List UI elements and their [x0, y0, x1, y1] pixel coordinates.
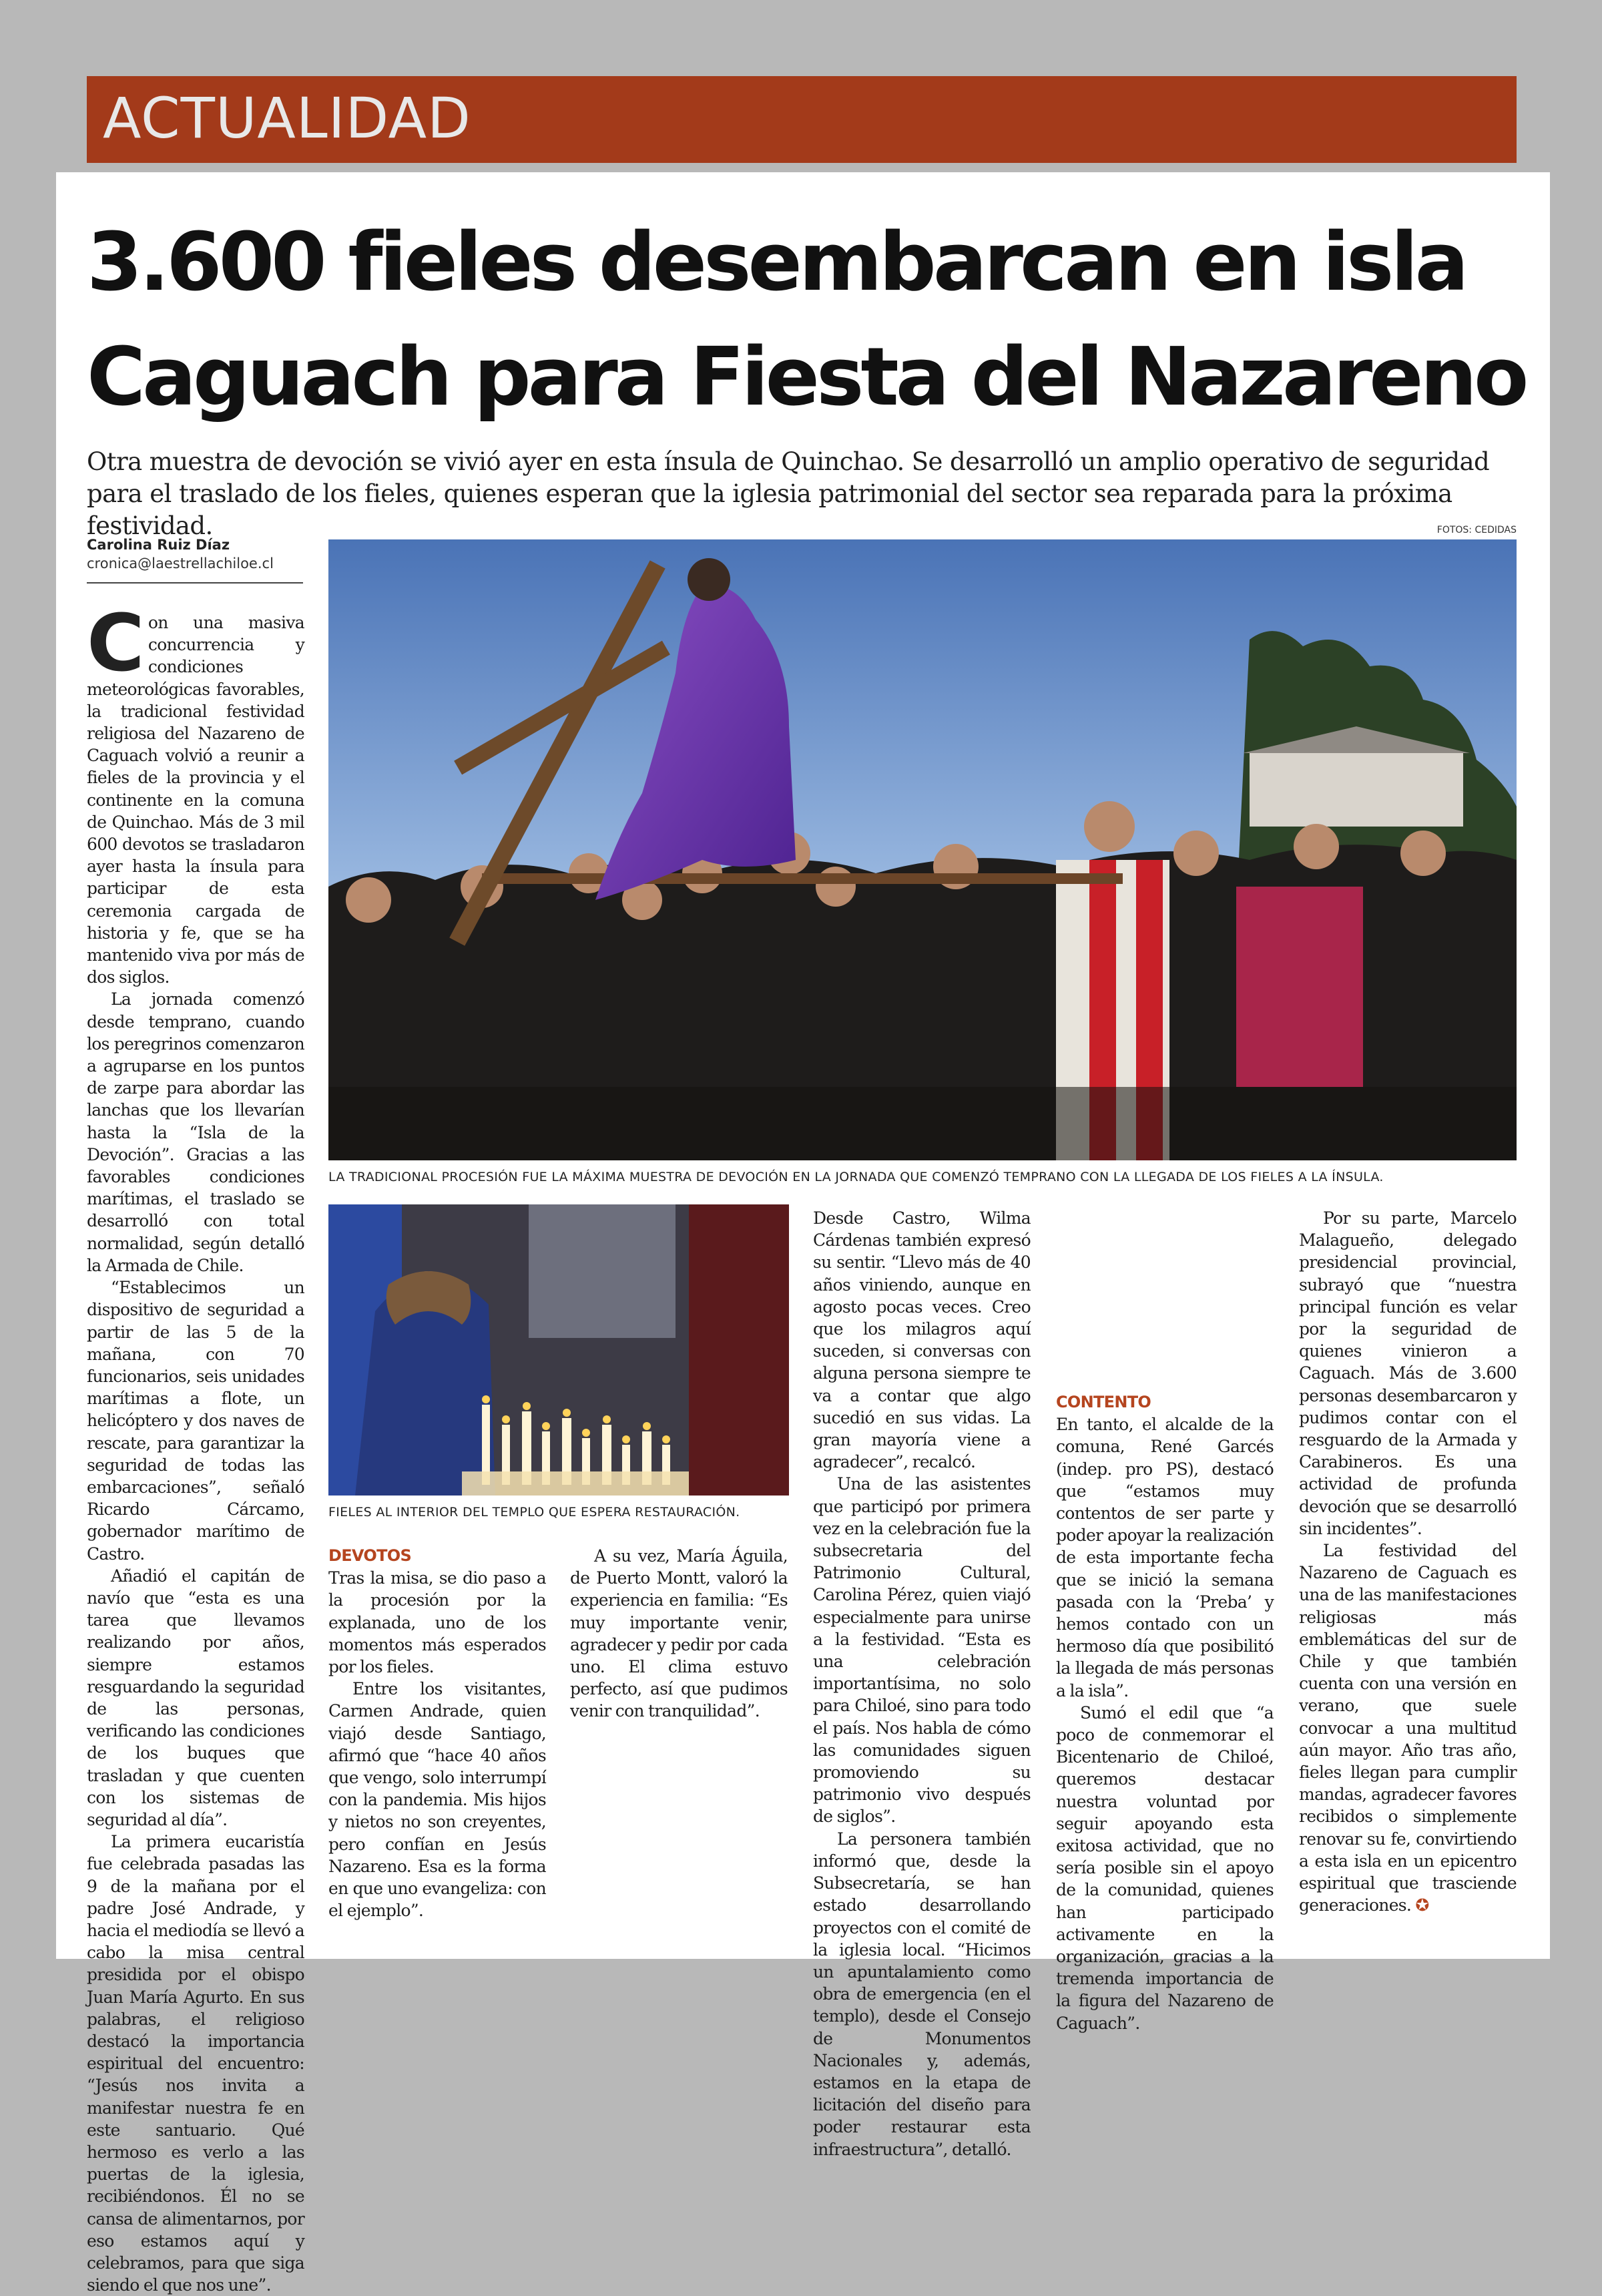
body-column-2: [328, 1545, 546, 1921]
body-column-6: [1299, 1207, 1517, 1917]
byline-divider: [87, 582, 303, 584]
body-paragraph: Una de las asistentes que participó por primera vez en la celebración fue la subsecretaria del Patrimonio Cultural, Carolina Pérez, quien viajó especialmente para unirse a la festividad. “Esta es una celebración importantísima, no solo para Chiloé, sino para todo el país. Nos habla de cómo las comunidades siguen promoviendo su patrimonio vivo después de siglos”.: [813, 1474, 1031, 1827]
body-column-4: [813, 1207, 1031, 2160]
body-column-1: [87, 597, 304, 2296]
body-paragraph: Desde Castro, Wilma Cárdenas también expresó su sentir. “Llevo más de 40 años viniendo, aunque en agosto pocas veces. Creo que los milagros aquí suceden, si conversas con alguna persona siempre te va a contar que algo sucedió en sus vidas. La gran mayoría viene a agradecer”, recalcó.: [813, 1208, 1031, 1472]
inset-photo: [328, 1204, 789, 1496]
photo-credit: FOTOS: CEDIDAS: [1436, 525, 1517, 535]
subhead-devotos: DEVOTOS: [328, 1546, 412, 1565]
section-bar: [87, 76, 1517, 163]
drop-cap: C: [87, 597, 144, 689]
main-photo: [328, 539, 1517, 1160]
procession-illustration: [328, 539, 1517, 1160]
subhead-contento: CONTENTO: [1056, 1393, 1151, 1411]
body-paragraph: Tras la misa, se dio paso a la procesión por la explanada, uno de los momentos más esperados por los fieles.: [328, 1568, 546, 1677]
body-paragraph: La jornada comenzó desde temprano, cuando los peregrinos comenzaron a agruparse en los puntos de zarpe para abordar las lanchas que los llevarían hasta la “Isla de la Devoción”. Gracias a las favorables condiciones marítimas, el traslado se desarrolló con total normalidad, según detalló la Armada de Chile.: [87, 989, 304, 1275]
body-paragraph: “Establecimos un dispositivo de seguridad a partir de las 5 de la mañana, con 70 funcionarios, seis unidades marítimas a flote, un helicóptero y dos naves de rescate, para garantizar la seguridad de todas las embarcaciones”, señaló Ricardo Cárcamo, gobernador marítimo de Castro.: [87, 1278, 304, 1564]
body-paragraph: Con una masiva concurrencia y condiciones meteorológicas favorables, la tradicional festividad religiosa del Nazareno de Caguach volvió a reunir a fieles de la provincia y el continente en la comuna de Quinchao. Más de 3 mil 600 devotos se trasladaron ayer hasta la ínsula para participar de esta ceremonia cargada de historia y fe, que se ha mantenido viva por más de dos siglos.: [87, 597, 304, 987]
body-column-3: [570, 1545, 788, 1723]
body-paragraph: La primera eucaristía fue celebrada pasadas las 9 de la mañana por el padre José Andrade, y hacia el mediodía se llevó a cabo la misa central presidida por el obispo Juan María Agurto. En sus palabras, el religioso destacó la importancia espiritual del encuentro: “Jesús nos invita a manifestar nuestra fe en este santuario. Qué hermoso es verlo a las puertas de la iglesia, recibiéndonos. Él no se cansa de alimentarnos, por eso estamos aquí y celebramos, para que siga siendo el que nos une”.: [87, 1832, 304, 2295]
body-paragraph: Sumó el edil que “a poco de conmemorar el Bicentenario de Chiloé, queremos destacar nuestra voluntad por seguir apoyando esta exitosa actividad, que no sería posible sin el apoyo de la comunidad, quienes han participado activamente en la organización, gracias a la tremenda importancia de la figura del Nazareno de Caguach”.: [1056, 1702, 1274, 2033]
body-paragraph: Añadió el capitán de navío que “esta es una tarea que llevamos realizando por años, siempre estamos resguardando la seguridad de las personas, verificando las condiciones de los buques que trasladan y que cuenten con los sistemas de seguridad al día”.: [87, 1566, 304, 1829]
section-label: ACTUALIDAD: [103, 85, 471, 151]
main-photo-caption: LA TRADICIONAL PROCESIÓN FUE LA MÁXIMA MUESTRA DE DEVOCIÓN EN LA JORNADA QUE COMENZÓ TEMPRANO CON LA LLEGADA DE LOS FIELES A LA ÍNSULA.: [328, 1170, 1384, 1184]
body-paragraph: Por su parte, Marcelo Malagueño, delegado presidencial provincial, subrayó que “nuestra principal función es velar por la seguridad de quienes vinieron a Caguach. Más de 3.600 personas desembarcaron y pudimos contar con el resguardo de la Armada y Carabineros. Es una actividad de profunda devoción que se desarrolló sin incidentes”.: [1299, 1208, 1517, 1538]
headline: [87, 206, 1526, 435]
body-paragraph: En tanto, el alcalde de la comuna, René Garcés (indep. pro PS), destacó que “estamos muy contentos de ser parte y poder apoyar la realización de esta importante fecha que se inició la semana pasada con la ‘Preba’ y hemos contado con un hermoso día que posibilitó la llegada de más personas a la isla”.: [1056, 1415, 1274, 1700]
byline-email: cronica@laestrellachiloe.cl: [87, 555, 274, 571]
headline-line-2: Caguach para Fiesta del Nazareno: [87, 331, 1526, 424]
headline-line-1: 3.600 fieles desembarcan en isla: [87, 216, 1466, 309]
candles-illustration: [328, 1204, 789, 1496]
body-column-5: [1056, 1391, 1274, 2034]
body-paragraph: La festividad del Nazareno de Caguach es una de las manifestaciones religiosas más emblemáticas del sur de Chile y que también cuenta con una versión en verano, que suele convocar a una multitud aún mayor. Año tras año, fieles llegan para cumplir mandas, agradecer favores recibidos o simplemente renovar su fe, convirtiendo a esta isla en un epicentro espiritual que trasciende generaciones. ✪: [1299, 1541, 1517, 1915]
body-paragraph: A su vez, María Águila, de Puerto Montt, valoró la experiencia en familia: “Es muy importante venir, agradecer y pedir por cada uno. El clima estuvo perfecto, así que pudimos venir con tranquilidad”.: [570, 1546, 788, 1721]
inset-photo-caption: FIELES AL INTERIOR DEL TEMPLO QUE ESPERA RESTAURACIÓN.: [328, 1505, 740, 1520]
body-paragraph: La personera también informó que, desde la Subsecretaría, se han estado desarrollando proyectos con el comité de la iglesia local. “Hicimos un apuntalamiento como obra de emergencia (en el templo), desde el Consejo de Monumentos Nacionales y, además, estamos en la etapa de licitación del diseño para poder restaurar esta infraestructura”, detalló.: [813, 1829, 1031, 2159]
byline-name: Carolina Ruiz Díaz: [87, 537, 230, 553]
end-mark-icon: ✪: [1415, 1895, 1429, 1915]
deck: Otra muestra de devoción se vivió ayer en esta ínsula de Quinchao. Se desarrolló un amplio operativo de seguridad para el traslado de los fieles, quienes esperan que la iglesia patrimonial del sector sea reparada para la próxima festividad.: [87, 447, 1490, 540]
body-paragraph: Entre los visitantes, Carmen Andrade, quien viajó desde Santiago, afirmó que “hace 40 años que vengo, solo interrumpí con la pandemia. Mis hijos y nietos no son creyentes, pero confían en Jesús Nazareno. Esa es la forma en que uno evangeliza: con el ejemplo”.: [328, 1679, 546, 1921]
